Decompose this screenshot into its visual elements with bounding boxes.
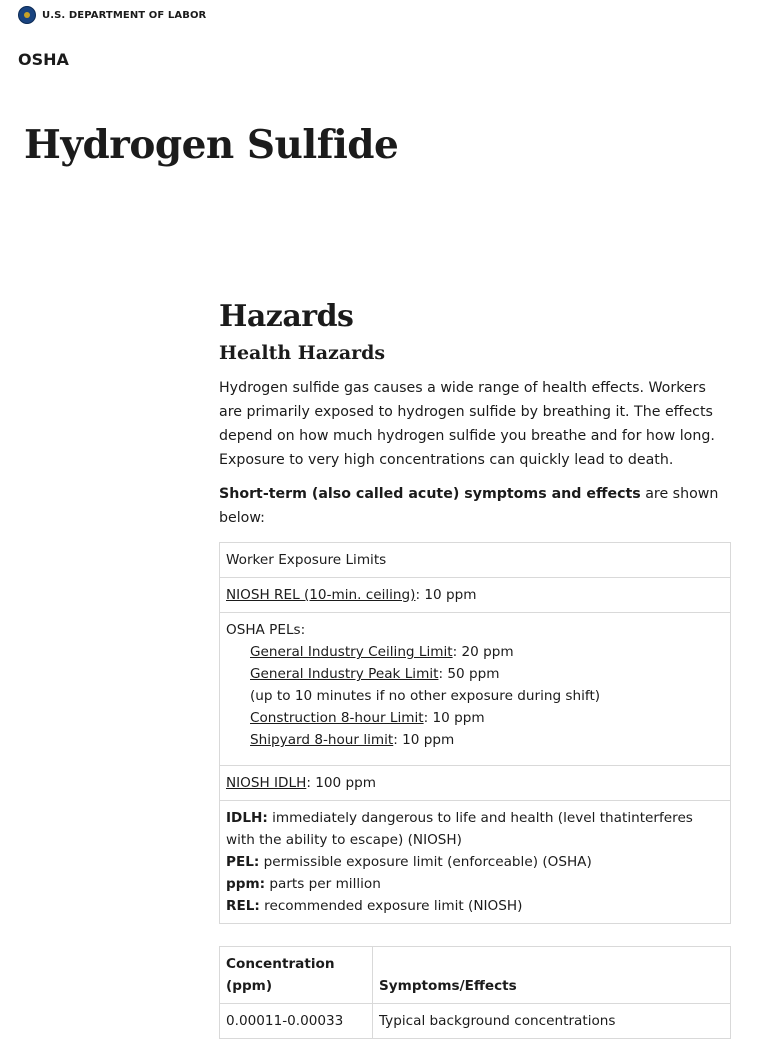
symptoms-lead-rest: are shown below: bbox=[219, 486, 719, 526]
glossary-rel bbox=[226, 895, 724, 917]
glossary-def: permissible exposure limit (enforceable) (OSHA) bbox=[259, 854, 592, 870]
shipyard-value: : 10 ppm bbox=[393, 732, 455, 748]
section-title: Hazards bbox=[219, 299, 354, 334]
concentration-cell: 0.00011-0.00033 bbox=[220, 1004, 373, 1039]
construction-line bbox=[226, 707, 724, 729]
niosh-idlh-link[interactable]: NIOSH IDLH bbox=[226, 775, 307, 791]
gi-peak-line bbox=[226, 663, 724, 685]
concentration-header: Concentration (ppm) bbox=[220, 947, 373, 1004]
niosh-rel-link[interactable]: NIOSH REL (10-min. ceiling) bbox=[226, 587, 416, 603]
glossary-def: parts per million bbox=[265, 876, 381, 892]
gi-peak-link[interactable]: General Industry Peak Limit bbox=[250, 666, 439, 682]
glossary-idlh bbox=[226, 807, 724, 851]
glossary-term: ppm: bbox=[226, 876, 266, 892]
symptoms-header: Symptoms/Effects bbox=[373, 947, 731, 1004]
osha-pels-cell bbox=[220, 613, 731, 766]
top-bar bbox=[18, 6, 206, 24]
department-label: U.S. DEPARTMENT OF LABOR bbox=[42, 9, 207, 21]
intro-paragraph: Hydrogen sulfide gas causes a wide range of health effects. Workers are primarily exposed to hydrogen sulfide by breathing it. The effects depend on how much hydrogen sulfide you breathe and for how long. Exposure to very high concentrations can quickly lead to death. bbox=[219, 380, 715, 468]
limits-header-cell: Worker Exposure Limits bbox=[220, 543, 731, 578]
table-row bbox=[220, 578, 731, 613]
idlh-cell bbox=[220, 766, 731, 801]
symptoms-lead bbox=[219, 482, 731, 530]
concentration-table bbox=[219, 946, 731, 1039]
table-row bbox=[220, 613, 731, 766]
construction-value: : 10 ppm bbox=[423, 710, 485, 726]
main-content bbox=[219, 298, 731, 1039]
effect-cell: Typical background concentrations bbox=[373, 1004, 731, 1039]
dol-seal-icon bbox=[18, 6, 36, 24]
exposure-limits-table bbox=[219, 542, 731, 924]
glossary-term: PEL: bbox=[226, 854, 260, 870]
construction-link[interactable]: Construction 8-hour Limit bbox=[250, 710, 424, 726]
agency-link[interactable]: OSHA bbox=[18, 50, 69, 69]
glossary-term: REL: bbox=[226, 898, 260, 914]
glossary-ppm bbox=[226, 873, 724, 895]
osha-pels-label: OSHA PELs: bbox=[226, 622, 306, 638]
glossary-term: IDLH: bbox=[226, 810, 268, 826]
glossary-cell bbox=[220, 801, 731, 924]
gi-ceiling-link[interactable]: General Industry Ceiling Limit bbox=[250, 644, 453, 660]
gi-peak-note: (up to 10 minutes if no other exposure during shift) bbox=[250, 688, 601, 704]
table-row bbox=[220, 801, 731, 924]
gi-peak-value: : 50 ppm bbox=[438, 666, 500, 682]
gi-ceiling-value: : 20 ppm bbox=[452, 644, 514, 660]
shipyard-line bbox=[226, 729, 724, 751]
glossary-def: recommended exposure limit (NIOSH) bbox=[259, 898, 523, 914]
page-title: Hydrogen Sulfide bbox=[24, 122, 399, 168]
gi-ceiling-line bbox=[226, 641, 724, 663]
glossary-pel bbox=[226, 851, 724, 873]
section-subtitle: Health Hazards bbox=[219, 342, 386, 364]
niosh-rel-value: : 10 ppm bbox=[415, 587, 477, 603]
niosh-rel-cell bbox=[220, 578, 731, 613]
table-header-row bbox=[220, 947, 731, 1004]
shipyard-link[interactable]: Shipyard 8-hour limit bbox=[250, 732, 394, 748]
table-row bbox=[220, 766, 731, 801]
table-row bbox=[220, 543, 731, 578]
niosh-idlh-value: : 100 ppm bbox=[306, 775, 376, 791]
symptoms-lead-bold: Short-term (also called acute) symptoms and effects bbox=[219, 486, 641, 502]
glossary-def: immediately dangerous to life and health (level thatinterferes with the ability to escape) (NIOSH) bbox=[226, 810, 693, 848]
table-row bbox=[220, 1004, 731, 1039]
